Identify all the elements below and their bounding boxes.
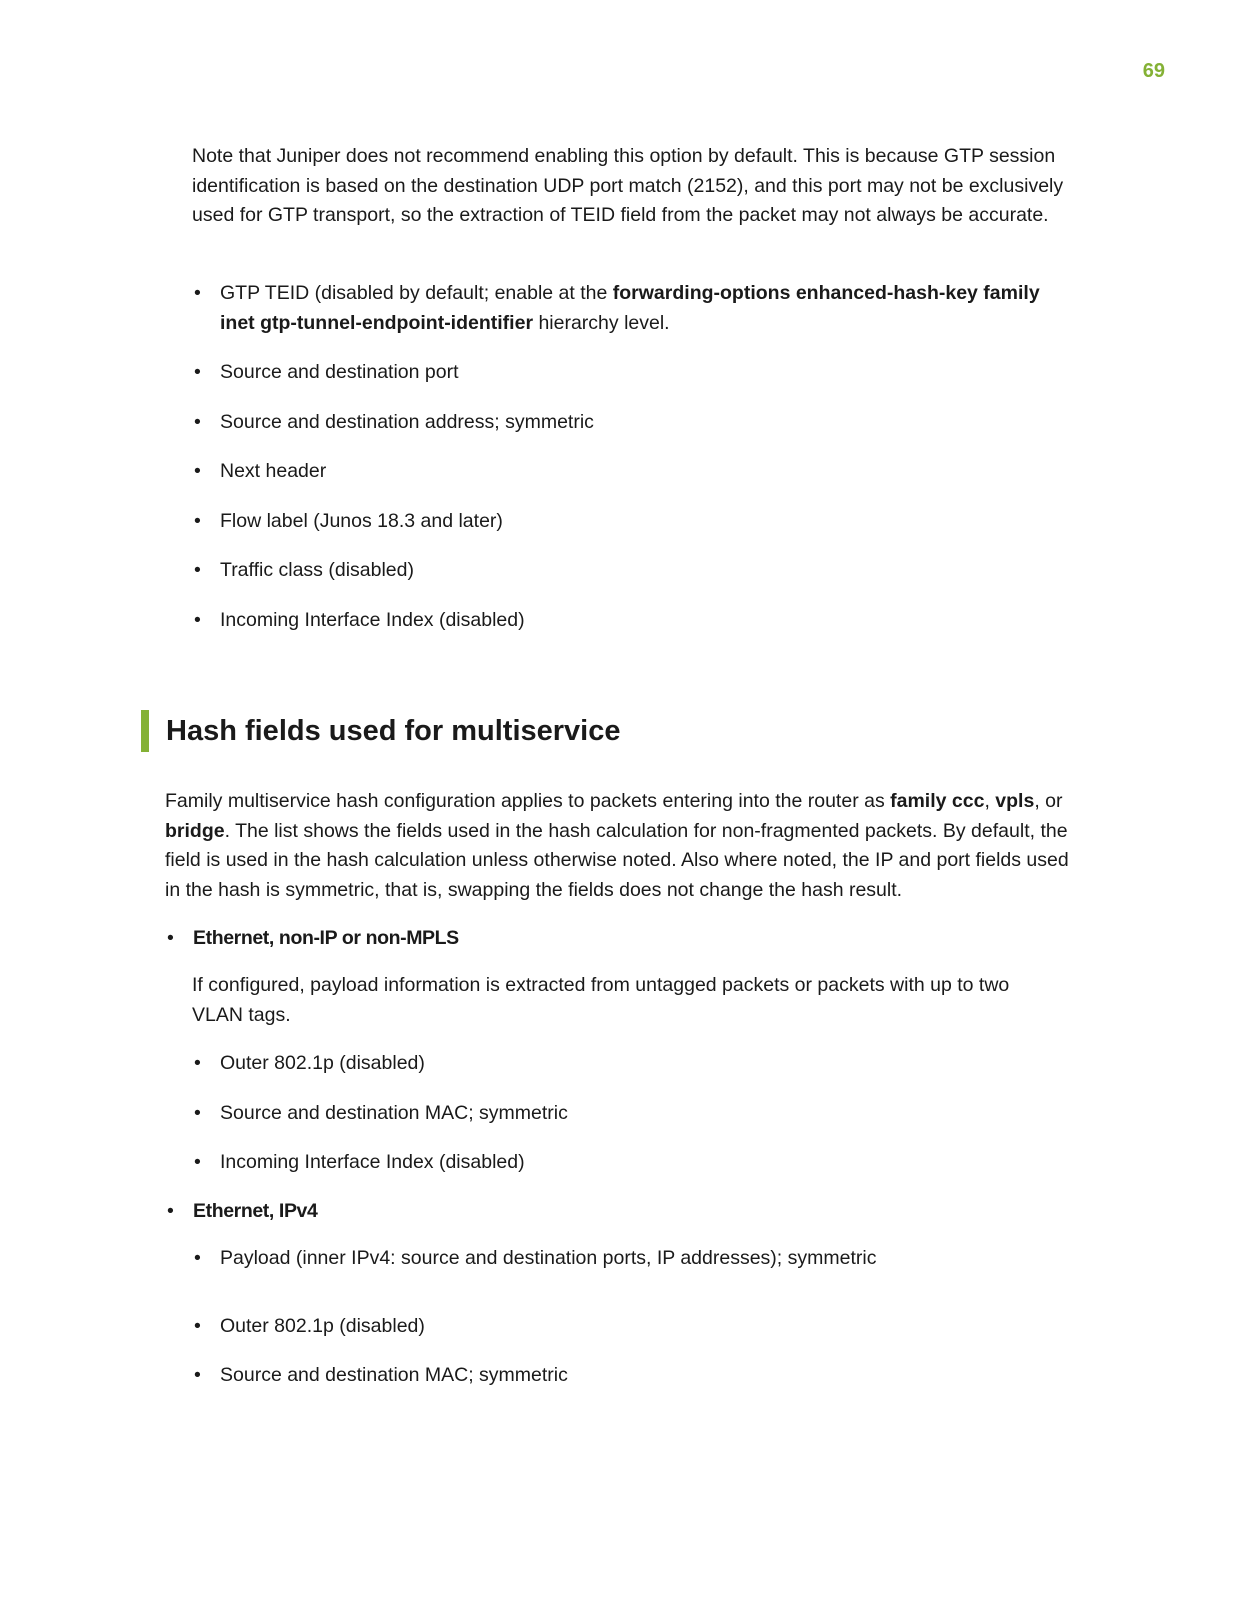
list-item-text: Source and destination port [220,361,459,383]
section-para-text-3: , or [1034,790,1063,812]
gtp-item-prefix: GTP TEID (disabled by default; enable at the [220,282,613,304]
bullet-icon: • [194,1247,201,1269]
list-item-text: Incoming Interface Index (disabled) [220,1151,525,1173]
list-item [192,408,1072,438]
list-item-text: Flow label (Junos 18.3 and later) [220,509,503,532]
page-number: 69 [1142,60,1165,82]
ethernet-non-ip-items [192,1049,1052,1178]
bullet-icon: • [194,1364,201,1386]
bullet-icon: • [194,410,201,433]
section-para-text-4: . The list shows the fields used in the hash calculation for non-fragmented packets. By default, the field is used in the hash calculation unless otherwise noted. Also where noted, the IP and port fields used in the hash is symmetric, that is, swapping the fields does not change the hash result. [165,819,1069,901]
ethernet-non-ip-heading: Ethernet, non-IP or non-MPLS [193,927,459,949]
section-para-bold-1: family ccc [890,790,985,812]
bullet-icon: • [167,927,174,949]
bullet-icon: • [194,1314,201,1337]
list-item-text: Outer 802.1p (disabled) [220,1314,425,1337]
list-item [192,556,1072,586]
ethernet-non-ip-paragraph: If configured, payload information is extracted from untagged packets or packets with up to two VLAN tags. [192,974,1010,1026]
list-item [165,1197,1065,1227]
list-item-text: Source and destination address; symmetric [220,410,594,433]
gtp-item-suffix: hierarchy level. [533,311,670,334]
list-item [192,1312,1072,1342]
list-item [192,1148,1052,1178]
ethernet-ipv4-heading: Ethernet, IPv4 [193,1200,318,1222]
list-item-text: Payload (inner IPv4: source and destination ports, IP addresses); symmetric [220,1247,877,1269]
section-para-text-2: , [984,790,996,812]
list-item-text: Incoming Interface Index (disabled) [220,608,525,631]
list-item [192,1361,1072,1391]
bullet-icon: • [194,361,201,383]
section-paragraph [165,787,1075,905]
ethernet-non-ip-list [165,924,1065,954]
list-item-text: Source and destination MAC; symmetric [220,1364,568,1386]
list-item-text: Next header [220,460,327,482]
section-para-bold-3: bridge [165,819,225,842]
list-item [192,1244,1072,1274]
list-item-text: Traffic class (disabled) [220,559,414,581]
list-item [192,606,1072,636]
bullet-icon: • [194,282,201,304]
section-para-text-1: Family multiservice hash configuration applies to packets entering into the router as [165,790,891,812]
bullet-icon: • [194,1101,201,1124]
section-para-bold-2: vpls [995,790,1035,812]
bullet-icon: • [194,1151,201,1173]
intro-bullet-list [192,279,1072,635]
bullet-icon: • [194,1052,201,1074]
list-item [192,507,1072,537]
ethernet-ipv4-list [165,1197,1065,1227]
gtp-item-bold: forwarding-options enhanced-hash-key family inet gtp-tunnel-endpoint-identifier [220,282,1040,334]
section-title: Hash fields used for multiservice [166,715,621,747]
list-item-text: Outer 802.1p (disabled) [220,1052,425,1074]
bullet-icon: • [167,1200,174,1222]
bullet-icon: • [194,509,201,532]
list-item [192,1099,1052,1129]
list-item [192,1049,1052,1079]
list-item-text: Source and destination MAC; symmetric [220,1101,568,1124]
bullet-icon: • [194,460,201,482]
bullet-icon: • [194,608,201,631]
bullet-icon: • [194,559,201,581]
list-item [165,924,1065,954]
list-item [192,358,1072,388]
ethernet-ipv4-items [192,1244,1072,1391]
list-item [192,279,1072,338]
list-item [192,457,1072,487]
intro-paragraph: Note that Juniper does not recommend enabling this option by default. This is because GTP session identification is based on the destination UDP port match (2152), and this port may not be exclusively used for GTP transport, so the extraction of TEID field from the packet may not always be accurate. [192,145,1064,226]
section-accent-bar [141,710,149,752]
